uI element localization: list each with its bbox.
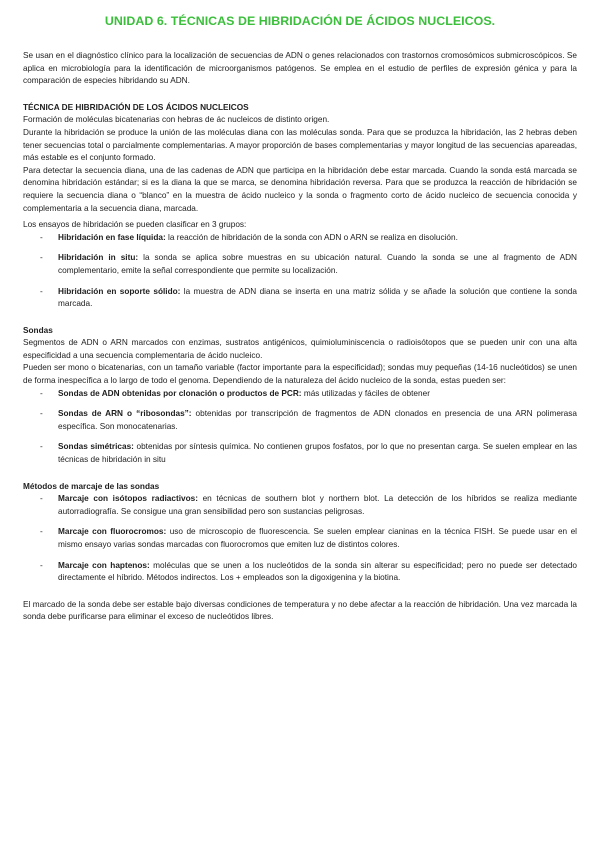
list-item xyxy=(23,252,577,277)
sondas-heading: Sondas xyxy=(23,325,53,335)
metodos-list xyxy=(23,493,577,585)
intro-paragraph: Se usan en el diagnóstico clínico para la localización de secuencias de ADN o genes relacionados con trastornos cromosómicos submicroscópicos. Se aplica en microbiología para la identificación de microorganismos patógenos. Se emplea en el estudio de perfiles de expresión génica y para la comparación de especies hibridando su ADN. xyxy=(23,51,577,86)
list-item xyxy=(23,526,577,551)
list-item-text: la sonda se aplica sobre muestras en su ubicación natural. Cuando la sonda se une al fragmento de ADN complementario, emite la señal correspondiente que permite su localización. xyxy=(58,253,577,275)
sondas-paragraph-1: Segmentos de ADN o ARN marcados con enzimas, sustratos antigénicos, quimioluminiscencia o radioisótopos que se pueden unir con una alta especificidad a una secuencia complementaria de ácido nucleico. xyxy=(23,338,577,360)
list-item-text: moléculas que se unen a los nucleótidos de la sonda sin alterar su especificidad; pero no puede ser detectado directamente el híbrido. Métodos indirectos. Los + empleados son la digoxigenina y la biotina. xyxy=(58,560,577,583)
list-item-term: Marcaje con fluorocromos: xyxy=(58,527,167,537)
list-item-term: Marcaje con haptenos: xyxy=(58,560,150,570)
list-item-term: Hibridación en soporte sólido: xyxy=(58,286,181,296)
closing-paragraph: El marcado de la sonda debe ser estable bajo diversas condiciones de temperatura y no debe afectar a la reacción de hibridación. Una vez marcada la sonda debe purificarse para eliminar el exceso de nucleótidos libres. xyxy=(23,599,577,622)
list-item xyxy=(23,441,577,466)
list-item-text: en técnicas de southern blot y northern blot. La detección de los híbridos se realiza mediante autorradiografía. Se consigue una gran sensibilidad pero son sustancias peligrosas. xyxy=(58,494,577,516)
list-item-text: uso de microscopio de fluorescencia. Se suelen emplear cianinas en la técnica FISH. Se puede usar en el mismo ensayo varias sondas marcadas con fluorocromos que emiten luz de distintos colores. xyxy=(58,527,577,549)
tecnica-list xyxy=(23,232,577,311)
list-item-text: obtenidas por transcripción de fragmentos de ADN clonados en presencia de una ARN polimerasa específica. Son monocatenarias. xyxy=(58,409,577,431)
tecnica-heading: TÉCNICA DE HIBRIDACIÓN DE LOS ÁCIDOS NUCLEICOS xyxy=(23,102,249,112)
tecnica-paragraph-1: Formación de moléculas bicatenarias con hebras de ác nucleicos de distinto origen. xyxy=(23,115,330,125)
list-item xyxy=(23,232,577,245)
sondas-paragraph-2: Pueden ser mono o bicatenarias, con un tamaño variable (factor importante para la especificidad); sondas muy pequeñas (14-16 nucleótidos) se unen de forma inespecífica a lo largo de todo el genoma. Dependiendo de la naturaleza del ácido nucleico de la sonda, estas pueden ser: xyxy=(23,363,577,386)
tecnica-paragraph-4: Los ensayos de hibridación se pueden clasificar en 3 grupos: xyxy=(23,220,247,230)
list-item-text: la reacción de hibridación de la sonda con ADN o ARN se realiza en disolución. xyxy=(165,232,458,242)
list-item-term: Marcaje con isótopos radiactivos: xyxy=(58,494,198,504)
list-item-text: la muestra de ADN diana se inserta en una matriz sólida y se añade la solución que contiene la sonda marcada. xyxy=(58,286,577,309)
tecnica-paragraph-2: Durante la hibridación se produce la unión de las moléculas diana con las moléculas sonda. Para que se produzca la hibridación, las 2 hebras deben tener secuencias total o parcialmente complementarias. A mayor proporción de bases complementarias y mayor longitud de las secuencias apareadas, más estable es el conjunto formado. xyxy=(23,127,577,163)
list-item xyxy=(23,493,577,518)
tecnica-paragraph-3: Para detectar la secuencia diana, una de las cadenas de ADN que participa en la hibridación debe estar marcada. Cuando la sonda está marcada se denomina hibridación estándar; si es la diana la que se marca, se denomina hibridación reversa. Para que se produzca la reacción de hibridación se requiere la secuencia diana o “blanco” en la muestra de ácido nucleico y la sonda o fragmento corto de ácido nucleico de secuencia conocida y complementaria a la secuencia diana, marcada. xyxy=(23,165,577,213)
list-item-text: más utilizadas y fáciles de obtener xyxy=(301,388,430,398)
list-item xyxy=(23,388,577,401)
list-item-text: obtenidas por síntesis química. No contienen grupos fosfatos, por lo que no presentan carga. Se suelen emplear en las técnicas de hibridación in situ xyxy=(58,442,578,465)
list-item-term: Sondas de ARN o “ribosondas”: xyxy=(58,409,192,419)
list-item xyxy=(23,286,577,311)
sondas-list xyxy=(23,388,577,467)
list-item xyxy=(23,560,577,585)
metodos-heading: Métodos de marcaje de las sondas xyxy=(23,481,160,491)
page-title: UNIDAD 6. TÉCNICAS DE HIBRIDACIÓN DE ÁCIDOS NUCLEICOS. xyxy=(104,14,496,28)
list-item-term: Sondas de ADN obtenidas por clonación o productos de PCR: xyxy=(58,388,302,398)
list-item-term: Sondas simétricas: xyxy=(58,442,134,452)
list-item-term: Hibridación en fase líquida: xyxy=(58,232,166,242)
list-item xyxy=(23,408,577,433)
list-item-term: Hibridación in situ: xyxy=(58,253,139,263)
